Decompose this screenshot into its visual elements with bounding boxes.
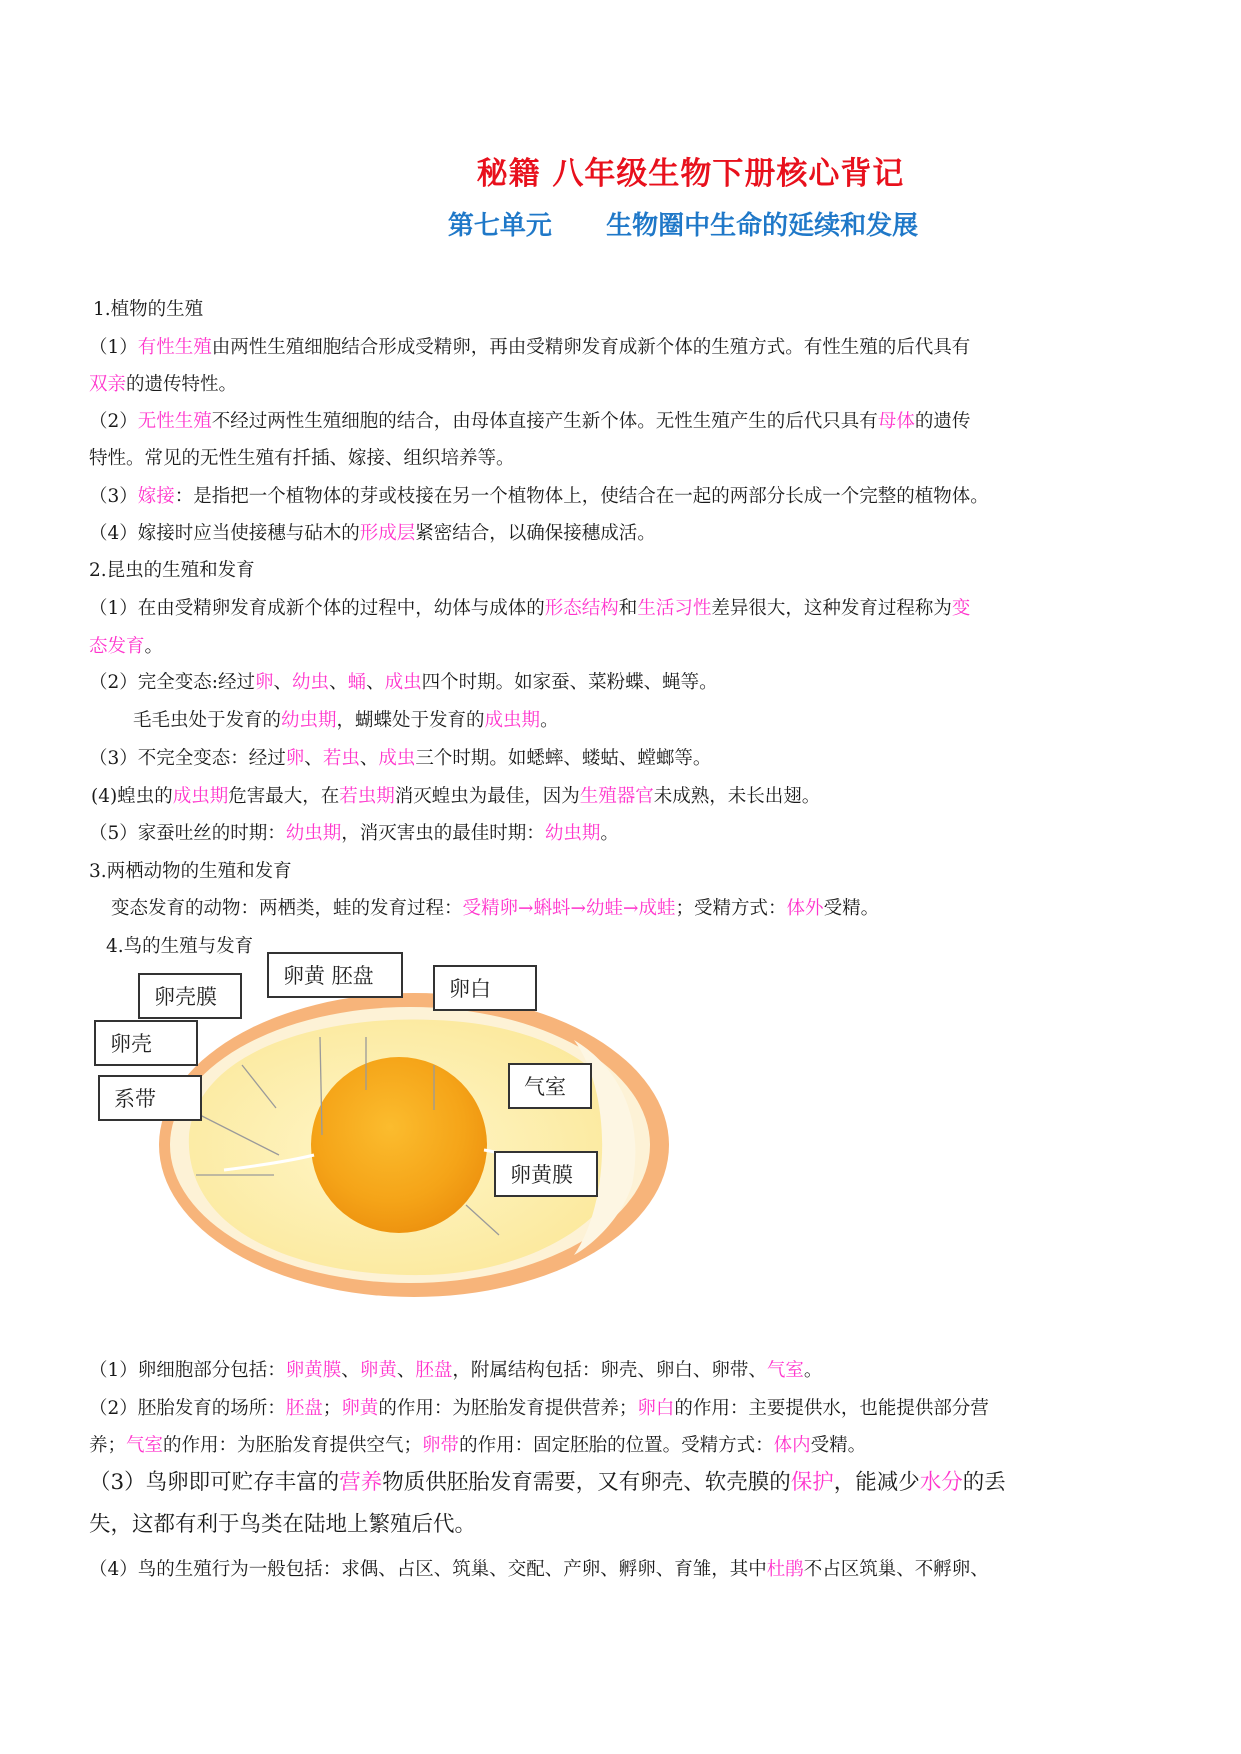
paragraph: （1）有性生殖由两性生殖细胞结合形成受精卵，再由受精卵发育成新个体的生殖方式。有性生殖的后代具有 bbox=[89, 337, 971, 358]
paragraph: 态发育。 bbox=[89, 636, 164, 657]
label-chalaza: 系带 bbox=[98, 1075, 202, 1121]
paragraph: （1）在由受精卵发育成新个体的过程中，幼体与成体的形态结构和生活习性差异很大，这种发育过程称为变 bbox=[89, 598, 971, 619]
label-yolk-membrane: 卵黄膜 bbox=[494, 1151, 598, 1197]
paragraph: 养；气室的作用：为胚胎发育提供空气；卵带的作用：固定胚胎的位置。受精方式：体内受精。 bbox=[89, 1435, 867, 1456]
label-shell: 卵壳 bbox=[94, 1020, 198, 1066]
section-heading: 2.昆虫的生殖和发育 bbox=[89, 560, 255, 581]
paragraph: 失，这都有利于鸟类在陆地上繁殖后代。 bbox=[89, 1512, 477, 1537]
paragraph: （3）鸟卵即可贮存丰富的营养物质供胚胎发育需要，又有卵壳、软壳膜的保护，能减少水分的丢 bbox=[89, 1470, 1006, 1495]
label-air-cell: 气室 bbox=[508, 1063, 592, 1109]
unit-subtitle: 第七单元 生物圈中生命的延续和发展 bbox=[447, 211, 919, 241]
section-heading: 4.鸟的生殖与发育 bbox=[106, 936, 254, 957]
paragraph: （4）鸟的生殖行为一般包括：求偶、占区、筑巢、交配、产卵、孵卵、育雏，其中杜鹃不占区筑巢、不孵卵、 bbox=[89, 1559, 989, 1580]
paragraph: 双亲的遗传特性。 bbox=[89, 374, 238, 395]
paragraph: (4)蝗虫的成虫期危害最大，在若虫期消灭蝗虫为最佳，因为生殖器官未成熟，未长出翅。 bbox=[91, 786, 821, 807]
label-yolk-blastodisc: 卵黄 胚盘 bbox=[267, 952, 403, 998]
paragraph: （3）嫁接：是指把一个植物体的芽或枝接在另一个植物体上，使结合在一起的两部分长成一个完整的植物体。 bbox=[89, 486, 989, 507]
paragraph: （4）嫁接时应当使接穗与砧木的形成层紧密结合，以确保接穗成活。 bbox=[89, 523, 656, 544]
label-shell-membrane: 卵壳膜 bbox=[138, 973, 242, 1019]
paragraph: 变态发育的动物：两栖类，蛙的发育过程：受精卵→蝌蚪→幼蛙→成蛙；受精方式：体外受精。 bbox=[111, 898, 880, 919]
page-title: 秘籍 八年级生物下册核心背记 bbox=[476, 156, 905, 192]
egg-structure-diagram bbox=[104, 964, 684, 1305]
paragraph: 特性。常见的无性生殖有扦插、嫁接、组织培养等。 bbox=[89, 448, 515, 469]
paragraph: （1）卵细胞部分包括：卵黄膜、卵黄、胚盘，附属结构包括：卵壳、卵白、卵带、气室。 bbox=[89, 1360, 823, 1381]
paragraph: （2）无性生殖不经过两性生殖细胞的结合，由母体直接产生新个体。无性生殖产生的后代只具有母体的遗传 bbox=[89, 411, 971, 432]
label-albumen: 卵白 bbox=[433, 965, 537, 1011]
paragraph: 毛毛虫处于发育的幼虫期，蝴蝶处于发育的成虫期。 bbox=[133, 710, 559, 731]
section-heading: 1.植物的生殖 bbox=[93, 299, 204, 320]
yolk-shape bbox=[311, 1057, 487, 1233]
paragraph: （2）完全变态:经过卵、幼虫、蛹、成虫四个时期。如家蚕、菜粉蝶、蝇等。 bbox=[89, 672, 718, 693]
paragraph: （3）不完全变态：经过卵、若虫、成虫三个时期。如蟋蟀、蝼蛄、螳螂等。 bbox=[89, 748, 712, 769]
paragraph: （5）家蚕吐丝的时期：幼虫期，消灭害虫的最佳时期：幼虫期。 bbox=[89, 823, 619, 844]
paragraph: （2）胚胎发育的场所：胚盘；卵黄的作用：为胚胎发育提供营养；卵白的作用：主要提供水，也能提供部分营 bbox=[89, 1398, 989, 1419]
section-heading: 3.两栖动物的生殖和发育 bbox=[89, 861, 292, 882]
